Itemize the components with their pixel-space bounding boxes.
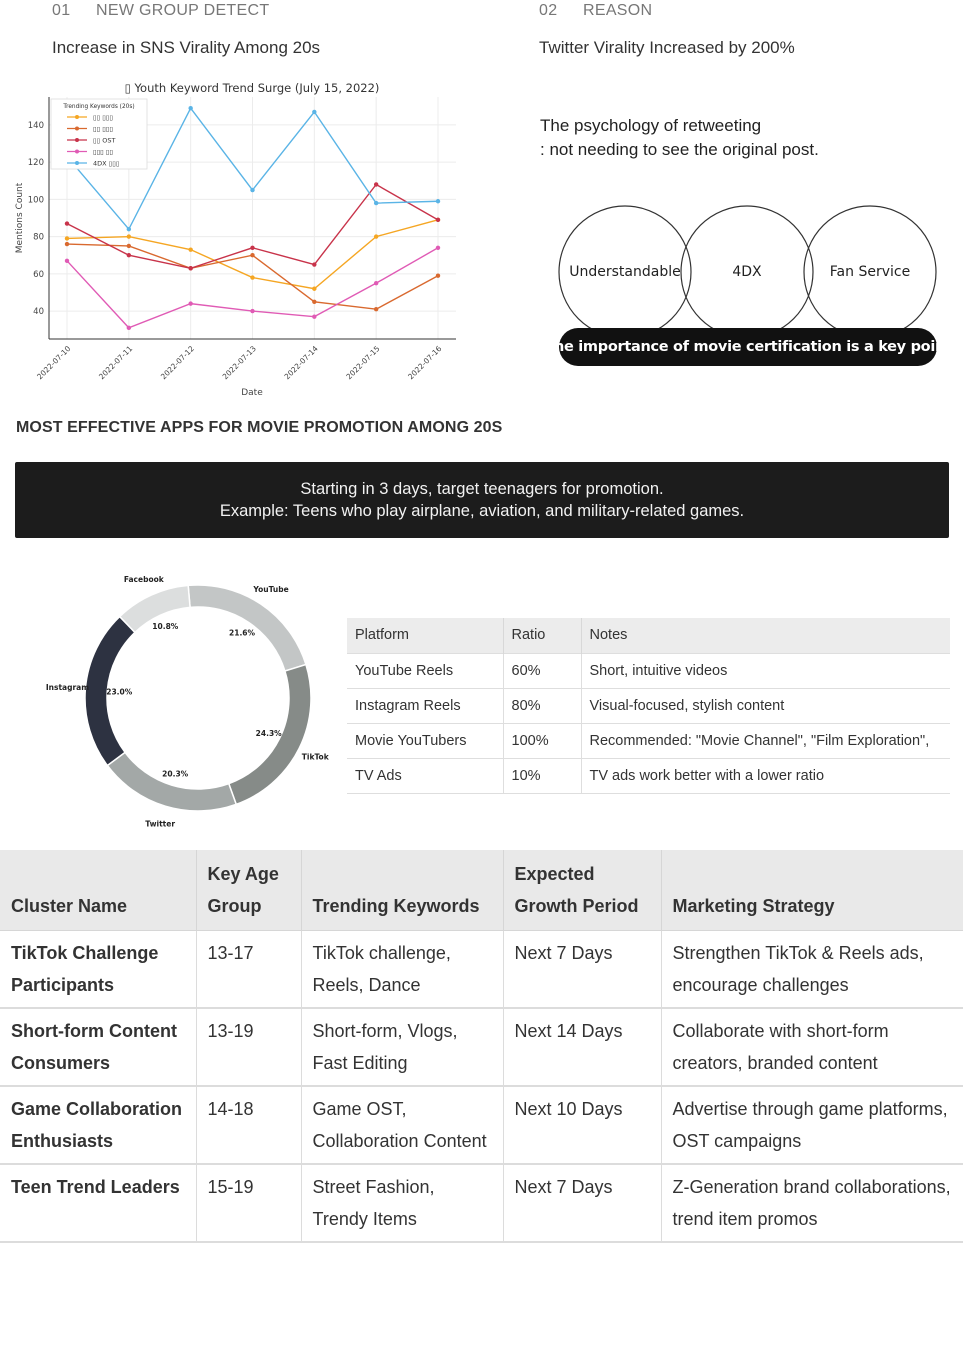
- table-row: [347, 653, 950, 688]
- cluster-table: [0, 850, 963, 1243]
- slice-category-label: Instagram: [45, 683, 90, 693]
- cluster-table-header: [0, 850, 963, 931]
- cell-keywords: TikTok challenge, Reels, Dance: [301, 931, 503, 1009]
- data-point: [188, 106, 192, 110]
- data-point: [65, 242, 69, 246]
- cell-growth-period: Next 14 Days: [503, 1008, 661, 1086]
- legend-marker: [75, 150, 79, 154]
- data-point: [65, 259, 69, 263]
- table-row: [0, 931, 963, 1009]
- cell-strategy: Strengthen TikTok & Reels ads, encourage challenges: [661, 931, 963, 1009]
- venn-label: 4DX: [732, 264, 762, 280]
- data-point: [312, 314, 316, 318]
- data-point: [436, 274, 440, 278]
- data-point: [312, 300, 316, 304]
- cell-age-group: 13-17: [196, 931, 301, 1009]
- y-tick-label: 60: [33, 269, 44, 280]
- cell-strategy: Advertise through game platforms, OST campaigns: [661, 1086, 963, 1164]
- x-tick-label: 2022-07-13: [220, 344, 258, 382]
- section-number: 01: [52, 2, 71, 19]
- legend-label: ▯▯ ▯▯▯: [93, 113, 113, 122]
- header-notes: Notes: [581, 618, 950, 653]
- cell-age-group: 14-18: [196, 1086, 301, 1164]
- table-row: [0, 1164, 963, 1242]
- section-number: 02: [539, 2, 558, 19]
- x-tick-label: 2022-07-16: [406, 344, 444, 382]
- data-point: [65, 236, 69, 240]
- legend-label: ▯▯ OST: [93, 136, 116, 145]
- cell-notes: Visual-focused, stylish content: [581, 688, 950, 723]
- legend-label: 4DX ▯▯▯: [93, 159, 120, 168]
- data-point: [312, 110, 316, 114]
- cell-growth-period: Next 7 Days: [503, 931, 661, 1009]
- cell-ratio: 10%: [503, 758, 581, 793]
- data-point: [436, 246, 440, 250]
- data-point: [127, 234, 131, 238]
- x-tick-label: 2022-07-12: [158, 344, 197, 382]
- data-point: [312, 262, 316, 266]
- data-point: [250, 275, 254, 279]
- data-point: [374, 281, 378, 285]
- reason-line-1: The psychology of retweeting: [540, 116, 762, 135]
- y-tick-label: 40: [33, 307, 44, 318]
- table-row: [347, 723, 950, 758]
- header-ratio: Ratio: [503, 618, 581, 653]
- header-trending-keywords: Trending Keywords: [301, 850, 503, 931]
- x-axis-label: Date: [241, 388, 263, 398]
- slice-percent-label: 21.6%: [229, 628, 256, 638]
- cell-cluster-name: Teen Trend Leaders: [0, 1164, 196, 1242]
- section-subtitle: Increase in SNS Virality Among 20s: [52, 38, 321, 57]
- data-point: [188, 301, 192, 305]
- data-point: [127, 244, 131, 248]
- data-point: [436, 199, 440, 203]
- data-point: [250, 309, 254, 313]
- slice-percent-label: 23.0%: [106, 687, 133, 697]
- data-point: [374, 182, 378, 186]
- legend-marker: [75, 161, 79, 165]
- apps-section-title: MOST EFFECTIVE APPS FOR MOVIE PROMOTION AMONG 20S: [16, 419, 503, 436]
- data-point: [188, 266, 192, 270]
- slice-category-label: TikTok: [301, 752, 329, 762]
- table-row: [0, 1008, 963, 1086]
- banner-line-2: Example: Teens who play airplane, aviation, and military-related games.: [219, 502, 745, 520]
- cell-notes: Short, intuitive videos: [581, 653, 950, 688]
- cell-age-group: 13-19: [196, 1008, 301, 1086]
- x-tick-label: 2022-07-14: [282, 344, 320, 382]
- y-tick-label: 120: [27, 158, 44, 169]
- cell-strategy: Collaborate with short-form creators, branded content: [661, 1008, 963, 1086]
- legend-marker: [75, 115, 79, 119]
- header-expected-growth-period: Expected Growth Period: [503, 850, 661, 931]
- data-point: [374, 307, 378, 311]
- slice-category-label: Twitter: [145, 819, 176, 829]
- section-title: NEW GROUP DETECT: [96, 2, 270, 19]
- data-point: [127, 227, 131, 231]
- data-point: [250, 188, 254, 192]
- cell-ratio: 60%: [503, 653, 581, 688]
- cell-platform: Movie YouTubers: [347, 723, 503, 758]
- donut-chart: [20, 574, 350, 835]
- data-point: [188, 247, 192, 251]
- cell-platform: TV Ads: [347, 758, 503, 793]
- cell-notes: Recommended: "Movie Channel", "Film Exploration",: [581, 723, 950, 758]
- venn-label: Understandable: [569, 264, 681, 280]
- cell-platform: Instagram Reels: [347, 688, 503, 723]
- header-marketing-strategy: Marketing Strategy: [661, 850, 963, 931]
- cell-cluster-name: TikTok Challenge Participants: [0, 931, 196, 1009]
- cell-platform: YouTube Reels: [347, 653, 503, 688]
- data-point: [374, 201, 378, 205]
- cell-ratio: 100%: [503, 723, 581, 758]
- data-point: [250, 253, 254, 257]
- cell-notes: TV ads work better with a lower ratio: [581, 758, 950, 793]
- cell-age-group: 15-19: [196, 1164, 301, 1242]
- y-tick-label: 140: [27, 120, 44, 131]
- cell-growth-period: Next 10 Days: [503, 1086, 661, 1164]
- line-chart: [0, 75, 480, 405]
- data-point: [374, 234, 378, 238]
- banner-line-1: Starting in 3 days, target teenagers for promotion.: [300, 480, 664, 498]
- cell-cluster-name: Short-form Content Consumers: [0, 1008, 196, 1086]
- table-row: [347, 688, 950, 723]
- data-point: [250, 246, 254, 250]
- reason-text: [540, 114, 819, 162]
- legend-label: ▯▯▯ ▯▯: [93, 148, 113, 156]
- data-point: [312, 287, 316, 291]
- cell-cluster-name: Game Collaboration Enthusiasts: [0, 1086, 196, 1164]
- slice-category-label: Facebook: [123, 574, 164, 584]
- slice-category-label: YouTube: [253, 585, 289, 595]
- y-axis-label: Mentions Count: [15, 182, 25, 254]
- slice-percent-label: 10.8%: [152, 622, 179, 632]
- cell-keywords: Short-form, Vlogs, Fast Editing: [301, 1008, 503, 1086]
- slice-percent-label: 24.3%: [255, 729, 282, 739]
- table-row: [0, 1086, 963, 1164]
- venn-label: Fan Service: [829, 264, 911, 280]
- y-tick-label: 100: [27, 195, 44, 206]
- platform-table-header: [347, 618, 950, 653]
- data-point: [65, 221, 69, 225]
- data-point: [127, 326, 131, 330]
- promotion-banner: [15, 462, 949, 538]
- table-row: [347, 758, 950, 793]
- legend-label: ▯▯ ▯▯▯: [93, 125, 113, 133]
- section-subtitle: Twitter Virality Increased by 200%: [539, 38, 795, 57]
- chart-title: ▯ Youth Keyword Trend Surge (July 15, 2022): [124, 81, 380, 95]
- data-point: [436, 218, 440, 222]
- x-tick-label: 2022-07-10: [35, 344, 73, 382]
- header-cluster-name: Cluster Name: [0, 850, 196, 931]
- section-title: REASON: [583, 2, 653, 19]
- cell-ratio: 80%: [503, 688, 581, 723]
- cell-strategy: Z-Generation brand collaborations, trend item promos: [661, 1164, 963, 1242]
- header-platform: Platform: [347, 618, 503, 653]
- cell-keywords: Street Fashion, Trendy Items: [301, 1164, 503, 1242]
- cell-growth-period: Next 7 Days: [503, 1164, 661, 1242]
- cell-keywords: Game OST, Collaboration Content: [301, 1086, 503, 1164]
- x-tick-label: 2022-07-15: [344, 344, 382, 382]
- donut-slice: [107, 752, 236, 811]
- legend-title: Trending Keywords (20s): [63, 104, 135, 110]
- platform-table: [347, 618, 950, 794]
- reason-line-2: : not needing to see the original post.: [540, 140, 819, 159]
- slice-percent-label: 20.3%: [162, 769, 189, 779]
- header-key-age-group: Key Age Group: [196, 850, 301, 931]
- key-point-pill: The importance of movie certification is a key point: [559, 328, 937, 366]
- legend-marker: [75, 127, 79, 131]
- legend-marker: [75, 138, 79, 142]
- data-point: [127, 253, 131, 257]
- y-tick-label: 80: [33, 232, 44, 243]
- x-tick-label: 2022-07-11: [97, 344, 135, 382]
